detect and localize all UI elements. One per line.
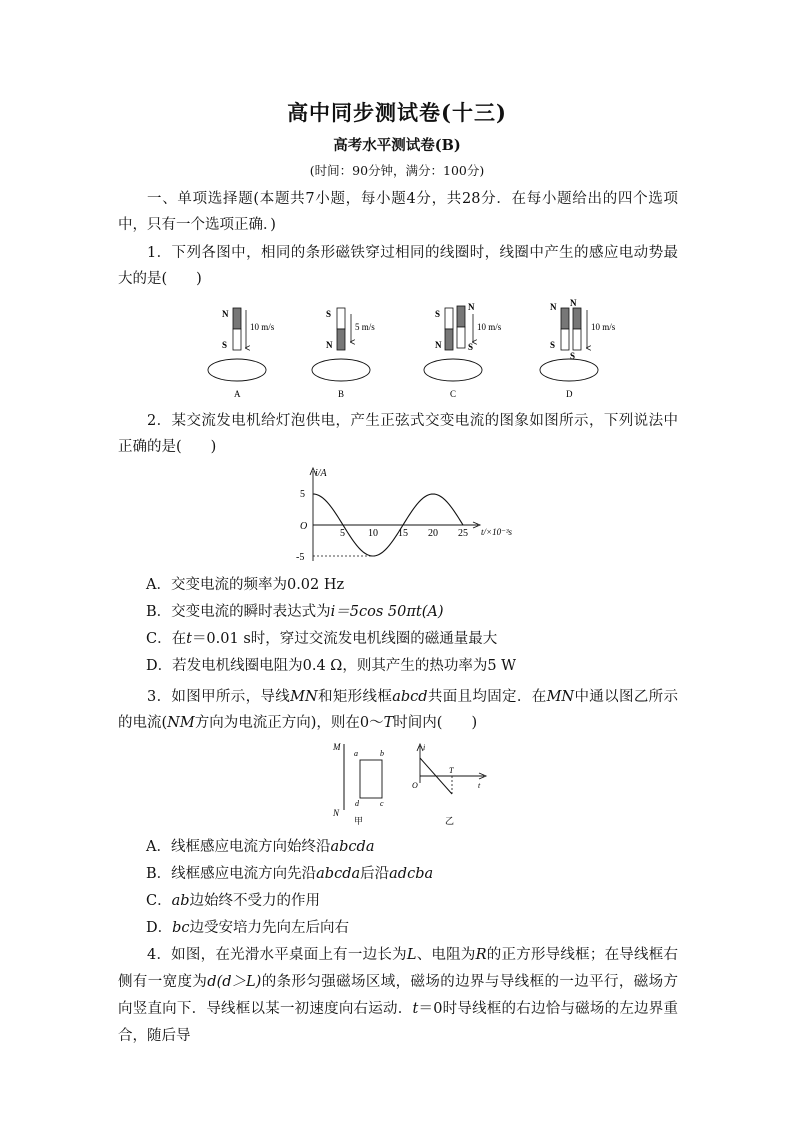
- panel-label: A: [234, 389, 241, 399]
- pole-label: S: [326, 309, 332, 319]
- speed-label: 10 m/s: [477, 322, 502, 332]
- var: d(d＞L): [207, 974, 262, 990]
- var: NM: [167, 715, 195, 731]
- var: MN: [546, 689, 575, 705]
- coil: [424, 359, 482, 381]
- speed-label: 5 m/s: [355, 322, 375, 332]
- label-O: O: [412, 781, 418, 790]
- magnet-light-half: [561, 329, 569, 350]
- magnet-light-half: [445, 308, 453, 329]
- pole-label: N: [468, 302, 475, 312]
- coil: [208, 359, 266, 381]
- x-tick-label: 10: [368, 528, 378, 539]
- x-tick-label: 15: [398, 528, 408, 539]
- speed-label: 10 m/s: [591, 322, 616, 332]
- ac-current-chart: [290, 465, 530, 570]
- magnet-light-half: [573, 329, 581, 350]
- magnet-light-half: [233, 329, 241, 350]
- q3-option-a: [146, 837, 374, 857]
- q2-option-b: [146, 602, 444, 622]
- label-c: c: [380, 799, 384, 808]
- page-title: 高中同步测试卷(十三): [287, 100, 507, 125]
- label-T: T: [449, 766, 454, 775]
- panel-b: [312, 308, 375, 399]
- magnet-dark-half: [445, 329, 453, 350]
- magnet-dark-half: [337, 329, 345, 350]
- q2-option-d: D．若发电机线圈电阻为0.4 Ω，则其产生的热功率为5 W: [146, 658, 517, 674]
- speed-label: 10 m/s: [250, 322, 275, 332]
- section-heading: 一、单项选择题(本题共7小题，每小题4分，共28分．在每小题给出的四个选项中，只有一个选项正确．): [118, 191, 678, 233]
- rect-frame: [360, 760, 382, 798]
- label-a: a: [354, 749, 358, 758]
- var: abcda: [316, 866, 361, 882]
- q3-option-d: [146, 918, 349, 938]
- figure-yi: [412, 743, 486, 826]
- text: 的条形匀强磁场区域，磁场的边界与导线框的一边平行，磁场方向竖直向下．导线框以某一初速度向右运动．: [118, 974, 679, 1017]
- x-tick-label: 5: [340, 528, 345, 539]
- panel-label: C: [450, 389, 457, 399]
- panel-a: [208, 308, 275, 399]
- y-axis-label: i/A: [315, 468, 327, 479]
- option-text: C．在: [146, 631, 187, 647]
- magnet-dark-half: [561, 308, 569, 329]
- page-subtitle: 高考水平测试卷(B): [333, 137, 461, 154]
- option-text: ＝0.01 s时，穿过交流发电机线圈的磁通量最大: [191, 631, 498, 647]
- text: D．: [146, 920, 173, 936]
- caption-jia: 甲: [354, 816, 364, 826]
- var: abcd: [392, 689, 428, 705]
- label-b: b: [380, 749, 384, 758]
- q3-figure: [330, 738, 500, 828]
- question-1-stem: 1．下列各图中，相同的条形磁铁穿过相同的线圈时，线圈中产生的感应电动势最大的是( ): [118, 245, 678, 287]
- label-N: N: [333, 808, 340, 818]
- x-axis-label: t/×10⁻³s: [481, 527, 513, 537]
- var: adcba: [389, 866, 434, 882]
- label-M: M: [333, 742, 341, 752]
- time-info: (时间：90分钟，满分：100分): [309, 163, 485, 178]
- x-tick-label: 20: [428, 528, 438, 539]
- pole-label: N: [435, 340, 442, 350]
- pole-label: S: [550, 340, 556, 350]
- label-t: t: [478, 781, 481, 790]
- text: 3．如图甲所示，导线: [147, 689, 291, 705]
- x-tick-label: 25: [458, 528, 468, 539]
- label-d: d: [355, 799, 359, 808]
- text: 中通以图乙所示的电流(: [118, 689, 678, 731]
- text: 共面且均固定．在: [427, 689, 547, 705]
- pole-label: S: [222, 340, 228, 350]
- q3-option-c: [146, 891, 320, 911]
- panel-label: D: [566, 389, 573, 399]
- q2-option-a: A．交变电流的频率为0.02 Hz: [146, 577, 345, 593]
- q3-option-b: [146, 864, 433, 884]
- var: abcda: [330, 839, 375, 855]
- magnet-dark-half: [457, 306, 465, 327]
- coil: [312, 359, 370, 381]
- variable: t: [186, 631, 192, 647]
- var: T: [383, 715, 394, 731]
- var: bc: [172, 920, 190, 936]
- text: 和矩形线框: [317, 689, 393, 705]
- magnet-dark-half: [233, 308, 241, 329]
- var: R: [475, 947, 487, 963]
- formula: i＝5cos 50πt(A): [330, 604, 444, 620]
- magnet-light-half: [457, 327, 465, 348]
- text: 后沿: [360, 866, 390, 882]
- text: 边受安培力先向左后向右: [189, 920, 350, 936]
- pole-label: S: [570, 351, 576, 361]
- y-tick-label: -5: [296, 552, 305, 563]
- pole-label: S: [435, 309, 441, 319]
- text: 的正方形导线框；在导线框右侧有一宽度为: [118, 947, 678, 990]
- panel-label: B: [338, 389, 345, 399]
- pole-label: S: [468, 342, 474, 352]
- var: ab: [171, 893, 190, 909]
- var: t: [412, 1001, 419, 1017]
- text: A．线框感应电流方向始终沿: [146, 839, 331, 855]
- pole-label: N: [222, 309, 229, 319]
- text: 4．如图，在光滑水平桌面上有一边长为: [147, 947, 407, 963]
- q1-magnet-figure: [200, 296, 620, 404]
- text: 方向为电流正方向)，则在0～: [194, 715, 384, 731]
- var: MN: [290, 689, 318, 705]
- text: B．线框感应电流方向先沿: [146, 866, 317, 882]
- question-4-stem: [118, 942, 678, 1050]
- question-3-stem: [118, 684, 678, 736]
- q2-option-c: [146, 629, 497, 649]
- panel-c: [424, 302, 502, 399]
- magnet-light-half: [337, 308, 345, 329]
- y-tick-label: 5: [300, 489, 305, 500]
- magnet-dark-half: [573, 308, 581, 329]
- var: L: [406, 947, 417, 963]
- pole-label: N: [550, 302, 557, 312]
- label-i: i: [423, 743, 426, 752]
- text: 边始终不受力的作用: [189, 893, 321, 909]
- panel-d: [540, 298, 616, 399]
- figure-jia: [332, 742, 384, 826]
- coil: [540, 359, 598, 381]
- text: ＝0时导线框的右边恰与磁场的左边界重合，随后导: [118, 1001, 679, 1044]
- option-text: B．交变电流的瞬时表达式为: [146, 604, 331, 620]
- caption-yi: 乙: [445, 816, 455, 826]
- text: 时间内( ): [393, 715, 478, 731]
- text: 、电阻为: [416, 947, 476, 963]
- y-tick-label: O: [300, 521, 308, 532]
- text: C．: [146, 893, 172, 909]
- pole-label: N: [570, 298, 577, 308]
- question-2-stem: 2．某交流发电机给灯泡供电，产生正弦式交变电流的图象如图所示，下列说法中正确的是( ): [118, 413, 678, 455]
- pole-label: N: [326, 340, 333, 350]
